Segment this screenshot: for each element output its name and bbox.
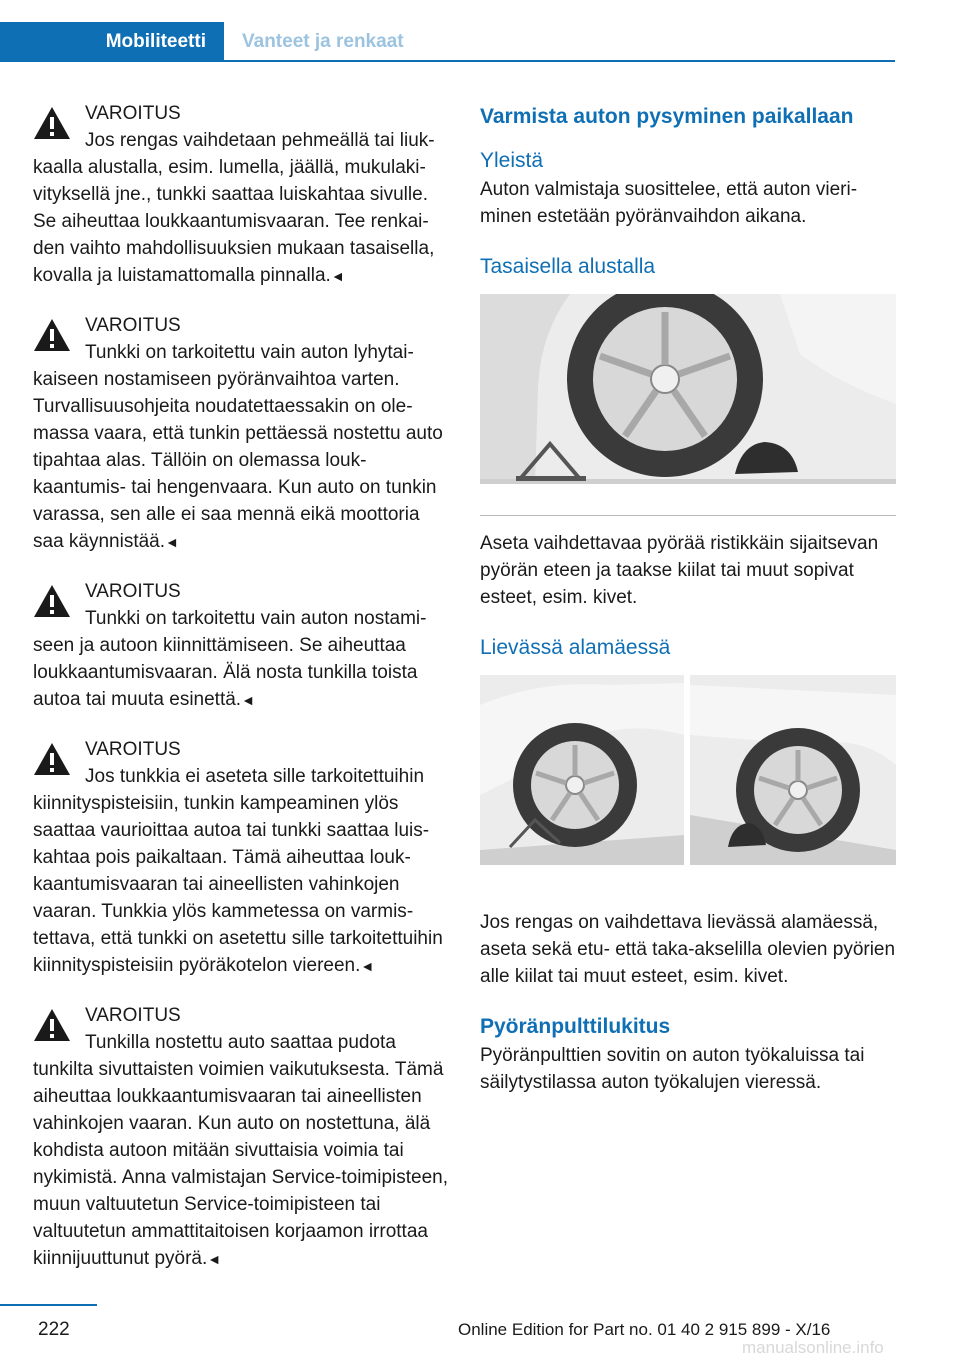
warning-block — [33, 100, 448, 290]
subheading-slope: Lievässä alamäessä — [480, 636, 671, 659]
warning-text: Jos tunkkia ei aseteta sille tarkoitettuihin kiinnityspisteisiin, tunkin kampeaminen ylös saattaa vaurioittaa autoa tai tunkki saattaa luiskahtaa pois paikaltaan. Tämä aiheuttaa loukkaantumisvaaran tai aineellisten vahinkojen vaaran. Tunkkia ylös kammetessa on varmistettava, että tunkki on asetettu sille tarkoitettuihin kiinnityspisteisiin pyöräkotelon viereen. — [33, 766, 443, 976]
end-mark: ◄ — [165, 534, 179, 550]
warning-triangle-icon — [33, 106, 71, 140]
content-column — [480, 100, 896, 1118]
edition-info: Online Edition for Part no. 01 40 2 915 899 - X/16 — [458, 1320, 831, 1339]
footer-divider — [0, 1304, 97, 1306]
warning-text: Tunkki on tarkoitettu vain auton lyhytaikaiseen nostamiseen pyöränvaihtoa varten. Turvallisuusohjeita noudatettaessakin on olemassa vaara, että tunkin pettäessä nostettu auto tipahtaa alas. Tällöin on olemassa loukkaantumis- tai hengenvaara. Kun auto on tunkin varassa, sen alle ei saa mennä eikä moottoria saa käynnistää. — [33, 342, 443, 552]
flat-surface-text: Aseta vaihdettavaa pyörää ristikkäin sijaitsevan pyörän eteen ja taakse kiilat tai muut sopivat esteet, esim. kivet. — [480, 533, 879, 608]
flat-surface-figure — [480, 294, 896, 516]
slope-text: Jos rengas on vaihdettava lievässä alamäessä, aseta sekä etu- että taka-akselilla olevien pyörien alle kiilat tai muut esteet, esim. kivet. — [480, 912, 896, 987]
header-divider — [0, 60, 895, 62]
wheel-with-chock-illustration — [480, 294, 896, 484]
subheading-wheel-bolt-lock: Pyöränpulttilukitus — [480, 1015, 671, 1038]
warnings-column — [33, 100, 448, 1295]
general-text: Auton valmistaja suosittelee, että auton vieriminen estetään pyöränvaihdon aikana. — [480, 179, 858, 227]
warning-title: VAROITUS — [85, 581, 181, 602]
slope-illustration — [480, 675, 896, 895]
slope-figure — [480, 675, 896, 895]
warning-text: Tunkilla nostettu auto saattaa pudota tunkilta sivuttaisten voimien vaikutuksesta. Tämä aiheuttaa loukkaantumisvaaran tai aineellisten vahinkojen vaaran. Kun auto on nostettuna, älä kohdista autoon mitään sivuttaisia voimia tai nykimistä. Anna valmistajan Service-toimipisteen, muun valtuutetun Service-toimipisteen tai valtuutetun ammattitaitoisen korjaamon irrottaa kiinnijuuttunut pyörä. — [33, 1032, 449, 1269]
section-heading: Varmista auton pysyminen paikallaan — [480, 105, 854, 128]
tab-mobiliteetti[interactable]: Mobiliteetti — [0, 22, 224, 62]
end-mark: ◄ — [360, 958, 375, 974]
end-mark: ◄ — [330, 268, 345, 284]
warning-triangle-icon — [33, 584, 71, 618]
warning-block — [33, 312, 448, 556]
warning-text: Tunkki on tarkoitettu vain auton nostamiseen ja autoon kiinnittämiseen. Se aiheuttaa loukkaantumisvaaran. Älä nosta tunkilla toista autoa tai muuta esinettä. — [33, 608, 427, 710]
figure-rule — [480, 515, 896, 516]
warning-triangle-icon — [33, 742, 71, 776]
subheading-general: Yleistä — [480, 149, 544, 172]
wheels-on-slope-illustration — [480, 675, 896, 895]
watermark: manualsonline.info — [742, 1338, 884, 1357]
warning-block — [33, 578, 448, 714]
warning-title: VAROITUS — [85, 739, 181, 760]
end-mark: ◄ — [207, 1251, 222, 1267]
tab-vanteet-ja-renkaat[interactable]: Vanteet ja renkaat — [242, 31, 404, 52]
subheading-flat-surface: Tasaisella alustalla — [480, 255, 656, 278]
flat-surface-illustration — [480, 294, 896, 484]
warning-text: Jos rengas vaihdetaan pehmeällä tai liukkaalla alustalla, esim. lumella, jäällä, mukulakivityksellä jne., tunkki saattaa luiskahtaa sivulle. Se aiheuttaa loukkaantumisvaaran. Tee renkaiden vaihto mahdollisuuksien mukaan tasaisella, kovalla ja luistamattomalla pinnalla. — [33, 130, 435, 286]
warning-triangle-icon — [33, 1008, 71, 1042]
warning-block — [33, 736, 448, 980]
warning-title: VAROITUS — [85, 103, 181, 124]
page-header — [0, 0, 960, 62]
wheel-bolt-lock-text: Pyöränpulttien sovitin on auton työkaluissa tai säilytystilassa auton työkalujen vieressä. — [480, 1045, 865, 1093]
warning-title: VAROITUS — [85, 315, 181, 336]
page-number: 222 — [38, 1319, 70, 1340]
warning-block — [33, 1002, 448, 1273]
warning-title: VAROITUS — [85, 1005, 181, 1026]
warning-triangle-icon — [33, 318, 71, 352]
end-mark: ◄ — [241, 692, 255, 708]
